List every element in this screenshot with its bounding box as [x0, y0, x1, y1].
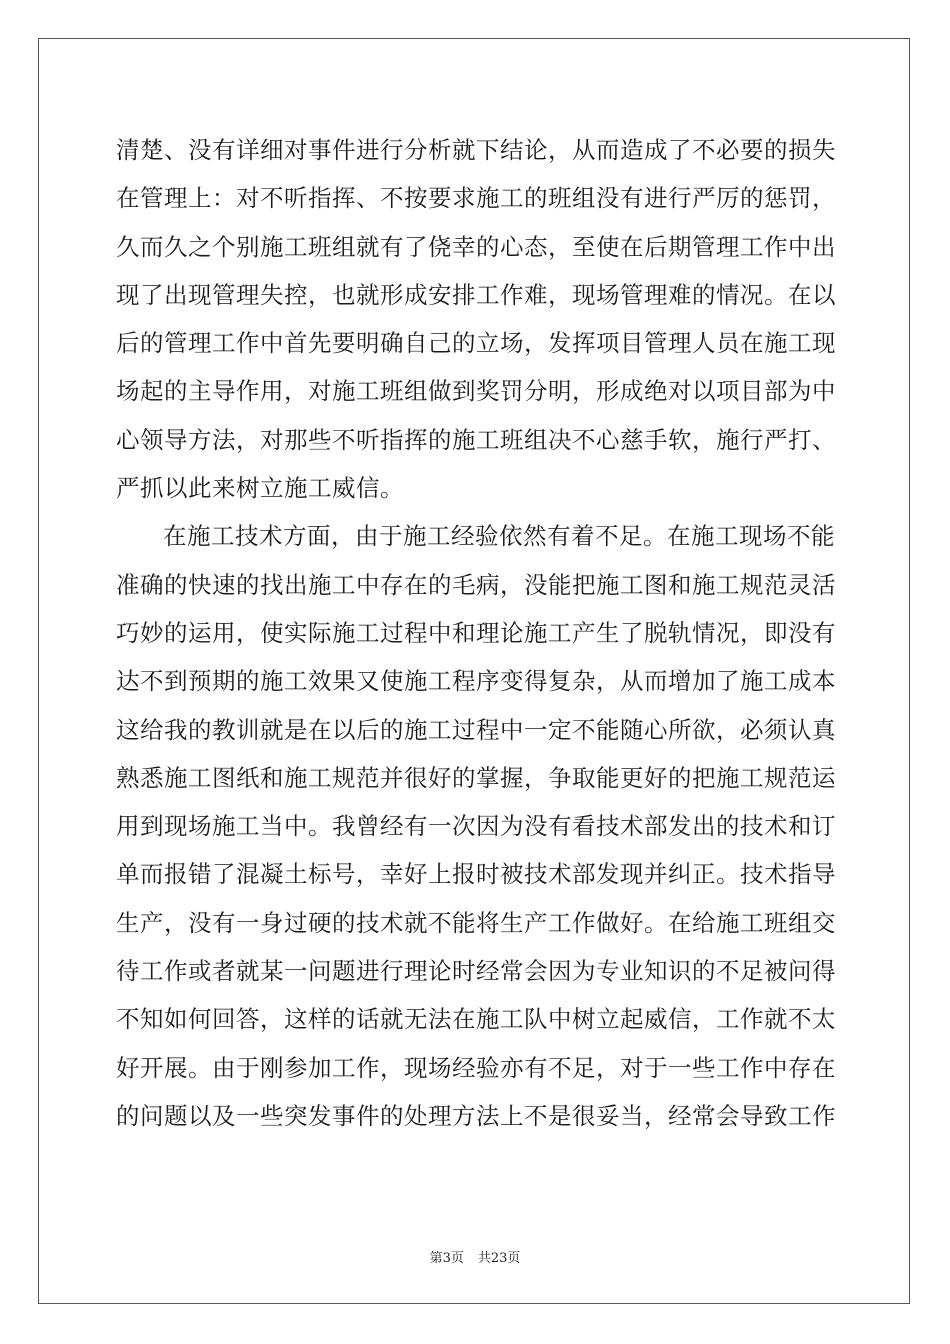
text-line: 后的管理工作中首先要明确自己的立场，发挥项目管理人员在施工现: [116, 329, 836, 358]
text-line: 现了出现管理失控，也就形成安排工作难，现场管理难的情况。在以: [116, 280, 836, 309]
text-line: 好开展。由于刚参加工作，现场经验亦有不足，对于一些工作中存在: [116, 1053, 836, 1082]
text-line: 的问题以及一些突发事件的处理方法上不是很妥当，经常会导致工作: [116, 1101, 836, 1130]
text-line: 巧妙的运用，使实际施工过程中和理论施工产生了脱轨情况，即没有: [116, 618, 836, 647]
page-number: 第3页: [429, 1251, 464, 1266]
text-line: 在施工技术方面，由于施工经验依然有着不足。在施工现场不能: [163, 522, 835, 551]
text-line: 严抓以此来树立施工威信。: [116, 474, 404, 503]
text-line: 达不到预期的施工效果又使施工程序变得复杂，从而增加了施工成本: [116, 667, 836, 696]
text-line: 场起的主导作用，对施工班组做到奖罚分明，形成绝对以项目部为中: [116, 377, 836, 406]
text-line: 待工作或者就某一问题进行理论时经常会因为专业知识的不足被问得: [116, 957, 836, 986]
text-line: 生产，没有一身过硬的技术就不能将生产工作做好。在给施工班组交: [116, 908, 836, 937]
text-line: 准确的快速的找出施工中存在的毛病，没能把施工图和施工规范灵活: [116, 570, 836, 599]
text-line: 这给我的教训就是在以后的施工过程中一定不能随心所欲，必须认真: [116, 715, 836, 744]
text-line: 清楚、没有详细对事件进行分析就下结论，从而造成了不必要的损失: [116, 136, 836, 164]
page-total: 共23页: [477, 1251, 521, 1266]
text-line: 熟悉施工图纸和施工规范并很好的掌握，争取能更好的把施工规范运: [116, 763, 836, 792]
text-line: 用到现场施工当中。我曾经有一次因为没有看技术部发出的技术和订: [116, 812, 836, 841]
text-line: 心领导方法，对那些不听指挥的施工班组决不心慈手软，施行严打、: [116, 425, 836, 454]
text-line: 单而报错了混凝土标号，幸好上报时被技术部发现并纠正。技术指导: [116, 860, 836, 889]
text-line: 久而久之个别施工班组就有了侥幸的心态，至使在后期管理工作中出: [116, 232, 836, 261]
text-line: 在管理上：对不听指挥、不按要求施工的班组没有进行严厉的惩罚，: [116, 184, 836, 213]
document-body: [116, 126, 834, 1140]
text-line: 不知如何回答，这样的话就无法在施工队中树立起威信，工作就不太: [116, 1005, 836, 1034]
page-footer: [0, 1247, 950, 1266]
